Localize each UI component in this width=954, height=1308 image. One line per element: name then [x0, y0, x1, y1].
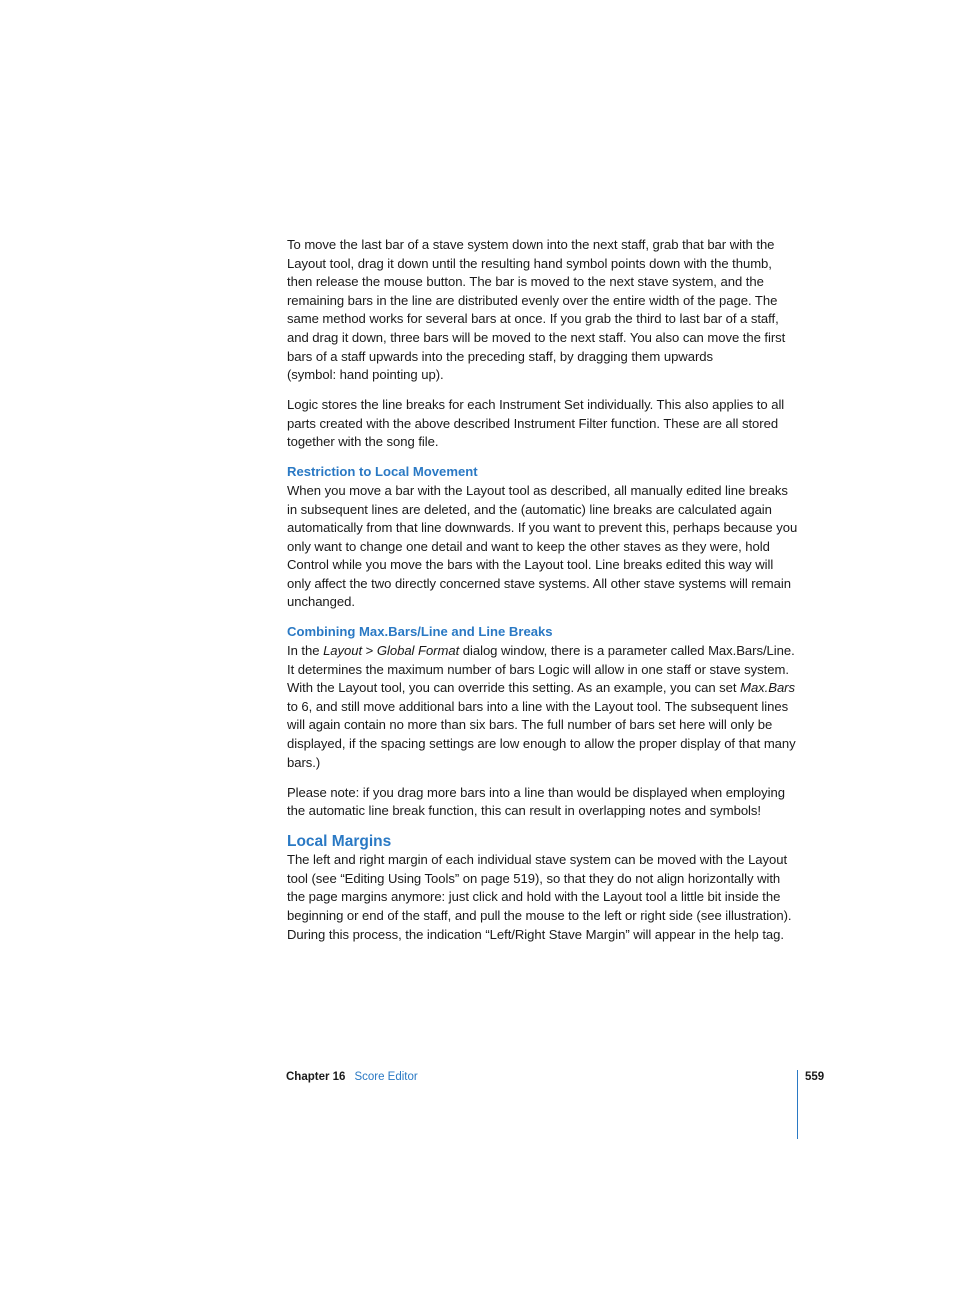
- heading-restriction-to-local-movement: Restriction to Local Movement: [287, 464, 478, 480]
- paragraph-combining: [287, 642, 799, 772]
- footer-chapter-title: Score Editor: [354, 1071, 418, 1083]
- paragraph-move-last-bar: [287, 236, 799, 385]
- menu-reference-layout: Layout: [323, 643, 363, 659]
- footer-chapter: Chapter 16: [286, 1071, 346, 1083]
- text-segment: dialog window, there is a parameter called Max.Bars/Line. It determines the maximum number of bars Logic will allow in one staff or stave system. With the Layout tool, you can override this setting. As an example, you can set: [287, 643, 795, 696]
- menu-reference-global-format: Global Format: [376, 643, 460, 659]
- text-segment: to 6, and still move additional bars into a line with the Layout tool. The subsequent lines will again contain no more than six bars. The full number of bars set here will only be displayed, if the spacing settings are low enough to allow the proper display of that many bars.): [287, 698, 796, 770]
- paragraph-local-margins: The left and right margin of each individual stave system can be moved with the Layout tool (see “Editing Using Tools” on page 519), so that they do not align horizontally with the page margins anymore: just click and hold with the Layout tool a little bit inside the beginning or end of the staff, and pull the mouse to the left or right side (see illustration). During this process, the indication “Left/Right Stave Margin” will appear in the help tag.: [287, 852, 792, 942]
- text-segment: In the: [287, 643, 324, 659]
- text-segment: >: [362, 643, 377, 659]
- paragraph-please-note: Please note: if you drag more bars into a line than would be displayed when employing the automatic line break function, this can result in overlapping notes and symbols!: [287, 784, 785, 819]
- paragraph-text-tail: (symbol: hand pointing up).: [287, 367, 444, 383]
- page-content: [287, 236, 799, 956]
- paragraph-line-breaks-storage: Logic stores the line breaks for each Instrument Set individually. This also applies to all parts created with the above described Instrument Filter function. These are all stored together with the song file.: [287, 397, 785, 450]
- heading-local-margins: Local Margins: [287, 833, 392, 851]
- paragraph-text: To move the last bar of a stave system down into the next staff, grab that bar with the Layout tool, drag it down until the resulting hand symbol points down with the thumb, then release the mouse button. The bar is moved to the next stave system, and the remaining bars in the line are distributed evenly over the entire width of the page. The same method works for several bars at once. If you grab the third to last bar of a staff, and drag it down, three bars will be moved to the next staff. You also can move the first bars of a staff upwards into the preceding staff, by dragging them upwards: [287, 237, 786, 364]
- heading-combining-max-bars: Combining Max.Bars/Line and Line Breaks: [287, 624, 553, 640]
- page-footer: [286, 1070, 418, 1085]
- parameter-max-bars: Max.Bars: [740, 680, 795, 696]
- page-number: 559: [805, 1071, 825, 1083]
- footer-divider: [797, 1070, 798, 1139]
- paragraph-restriction: When you move a bar with the Layout tool as described, all manually edited line breaks in subsequent lines are deleted, and the (automatic) line breaks are calculated again automatically from that line downwards. If you want to prevent this, perhaps because you only want to change one detail and want to keep the other staves as they were, hold Control while you move the bars with the Layout tool. Line breaks edited this way will only affect the two directly concerned stave systems. All other stave systems will remain unchanged.: [287, 482, 798, 610]
